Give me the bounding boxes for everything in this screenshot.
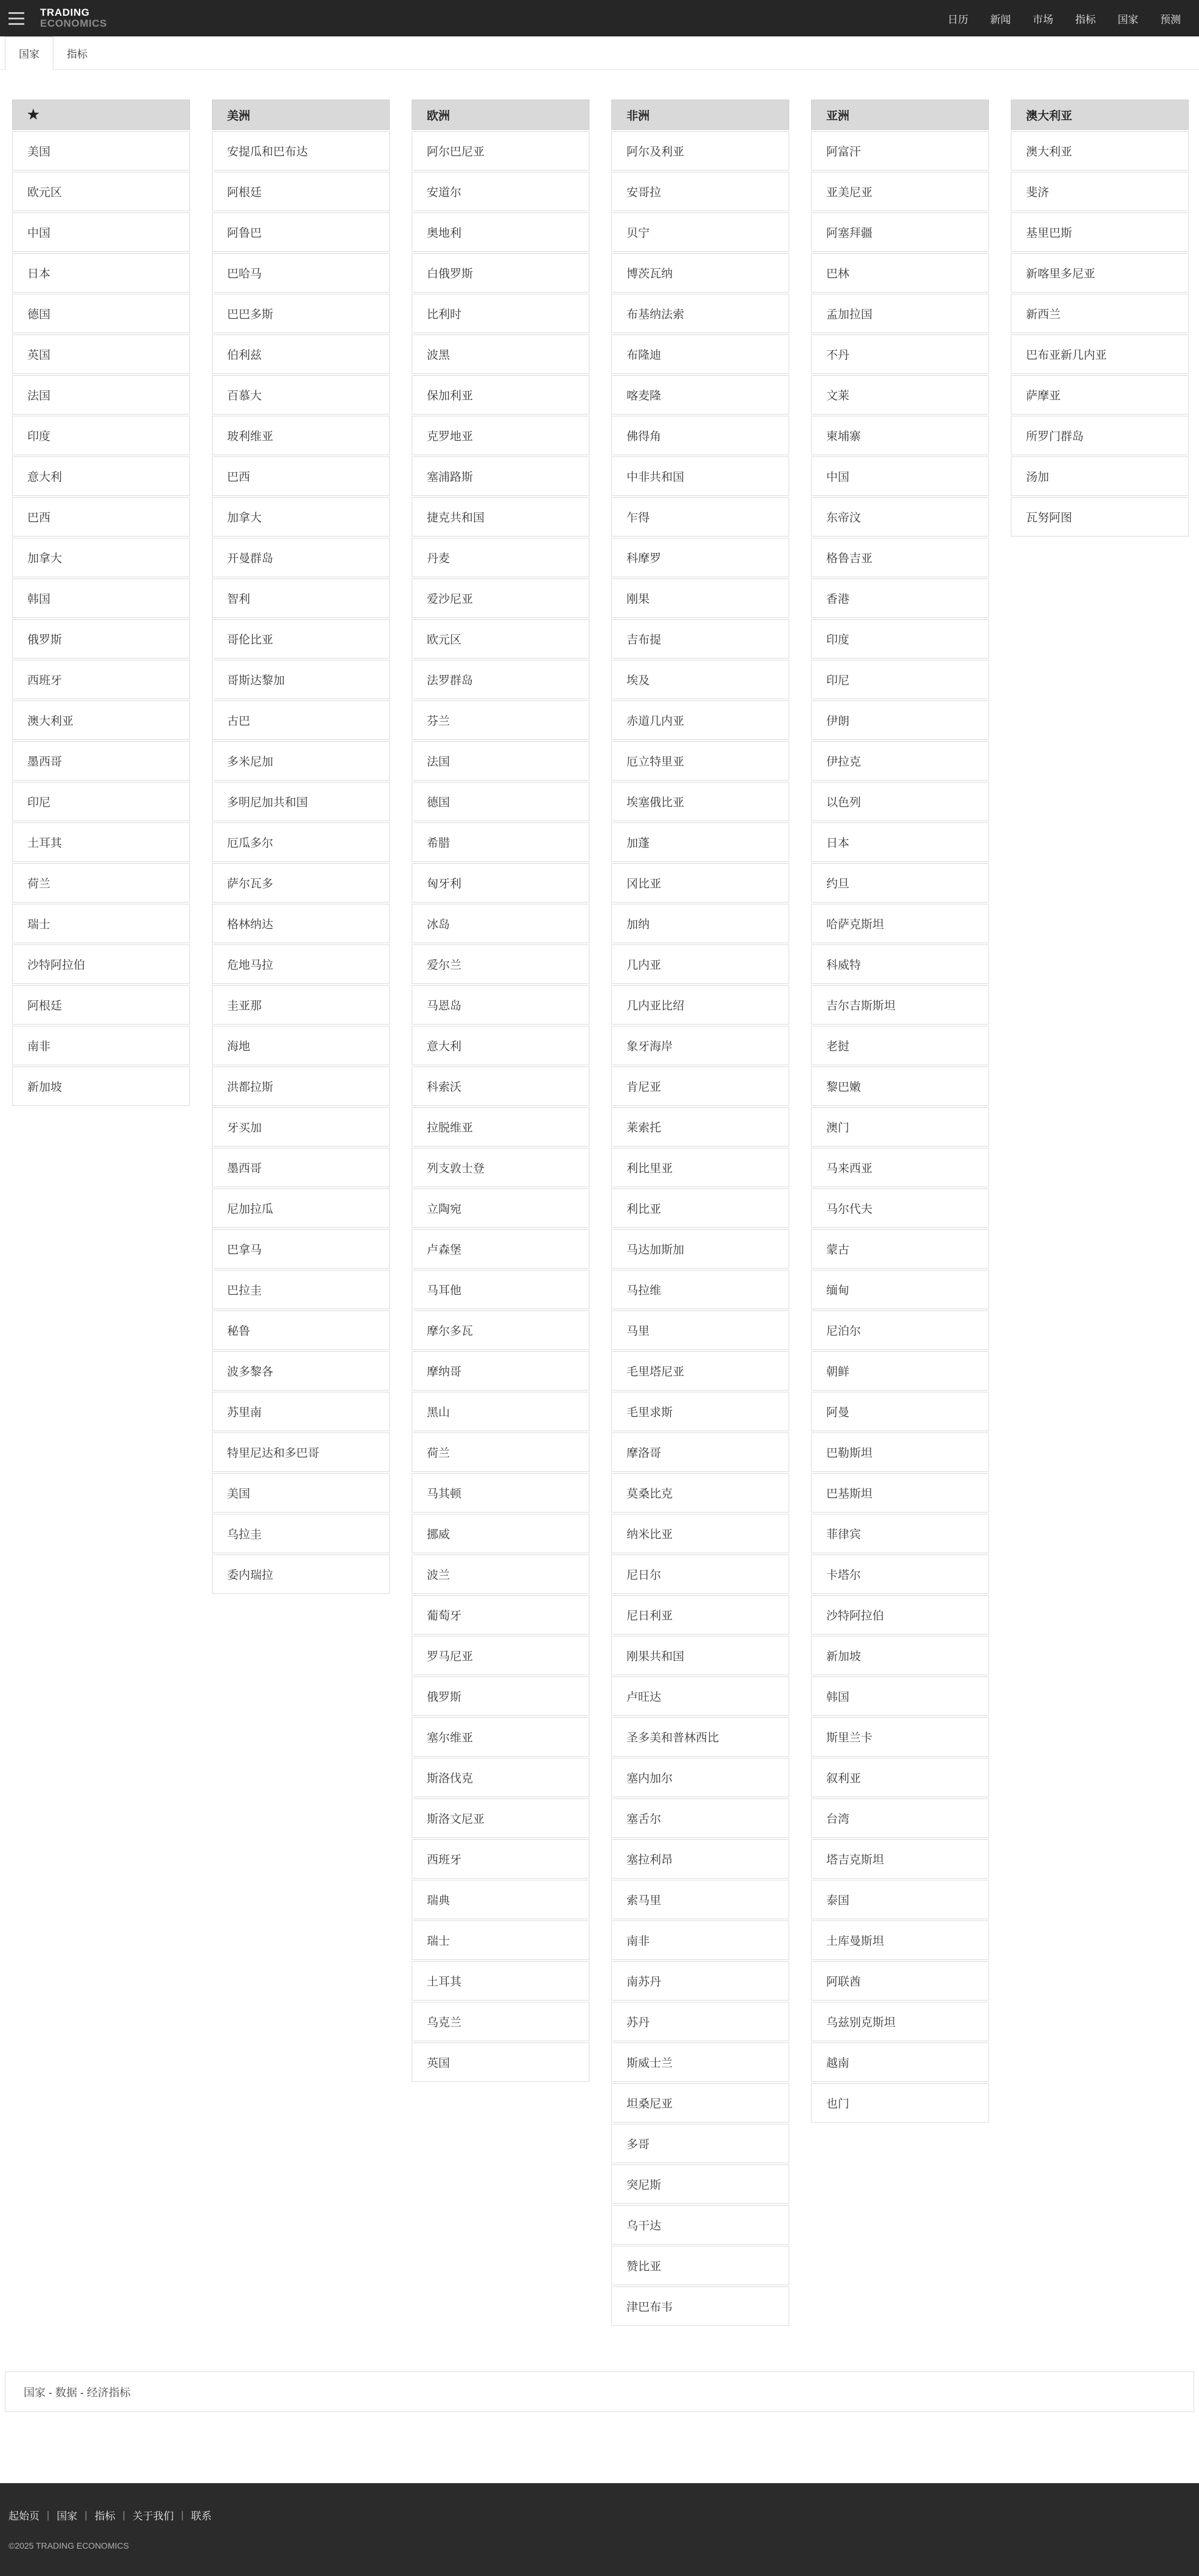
- country-item[interactable]: 东帝汶: [811, 497, 989, 537]
- summary-bar: [5, 2371, 1194, 2412]
- country-item[interactable]: 尼日利亚: [611, 1595, 789, 1635]
- country-item[interactable]: 乍得: [611, 497, 789, 537]
- country-item[interactable]: 埃塞俄比亚: [611, 782, 789, 821]
- footer-separator: |: [181, 2509, 184, 2521]
- country-item[interactable]: 象牙海岸: [611, 1026, 789, 1065]
- country-item[interactable]: 马耳他: [412, 1270, 589, 1309]
- country-item[interactable]: 伊拉克: [811, 741, 989, 781]
- country-item[interactable]: 格林纳达: [212, 904, 390, 943]
- country-item[interactable]: 基里巴斯: [1011, 212, 1189, 252]
- country-item[interactable]: 刚果共和国: [611, 1636, 789, 1675]
- country-item[interactable]: 多哥: [611, 2124, 789, 2163]
- country-item[interactable]: 丹麦: [412, 538, 589, 577]
- country-item[interactable]: 尼加拉瓜: [212, 1188, 390, 1228]
- country-item[interactable]: 土库曼斯坦: [811, 1920, 989, 1960]
- country-item[interactable]: 塞尔维亚: [412, 1717, 589, 1757]
- country-item[interactable]: 叙利亚: [811, 1758, 989, 1797]
- country-columns: [0, 70, 1199, 2327]
- country-item[interactable]: 南苏丹: [611, 1961, 789, 2001]
- country-item[interactable]: 乌干达: [611, 2205, 789, 2245]
- country-item[interactable]: 牙买加: [212, 1107, 390, 1147]
- country-item[interactable]: 土耳其: [412, 1961, 589, 2001]
- country-item[interactable]: 纳米比亚: [611, 1514, 789, 1553]
- country-item[interactable]: 多米尼加: [212, 741, 390, 781]
- country-item[interactable]: 尼泊尔: [811, 1310, 989, 1350]
- country-item[interactable]: 斯洛文尼亚: [412, 1798, 589, 1838]
- country-item[interactable]: 斯里兰卡: [811, 1717, 989, 1757]
- country-item[interactable]: 几内亚比绍: [611, 985, 789, 1025]
- footer-link-home[interactable]: 起始页: [8, 2510, 39, 2522]
- country-item[interactable]: 白俄罗斯: [412, 253, 589, 293]
- country-item[interactable]: 冈比亚: [611, 863, 789, 903]
- country-item[interactable]: 萨摩亚: [1011, 375, 1189, 415]
- country-item[interactable]: 约旦: [811, 863, 989, 903]
- continent-column: [611, 100, 789, 2327]
- country-item[interactable]: 贝宁: [611, 212, 789, 252]
- country-item[interactable]: 沙特阿拉伯: [811, 1595, 989, 1635]
- country-item[interactable]: 南非: [12, 1026, 190, 1065]
- country-item[interactable]: 摩洛哥: [611, 1432, 789, 1472]
- country-item[interactable]: 巴巴多斯: [212, 294, 390, 333]
- summary-text: 国家 - 数据 - 经济指标: [24, 2386, 131, 2399]
- country-item[interactable]: 突尼斯: [611, 2164, 789, 2204]
- country-item[interactable]: 斯威士兰: [611, 2042, 789, 2082]
- country-item[interactable]: 马其顿: [412, 1473, 589, 1513]
- country-item[interactable]: 百慕大: [212, 375, 390, 415]
- country-item[interactable]: 塞拉利昂: [611, 1839, 789, 1879]
- country-item[interactable]: 马达加斯加: [611, 1229, 789, 1269]
- continent-column: [1011, 100, 1189, 538]
- star-icon: ★: [12, 100, 190, 130]
- country-item[interactable]: 希腊: [412, 822, 589, 862]
- country-item[interactable]: 法国: [12, 375, 190, 415]
- country-item[interactable]: 也门: [811, 2083, 989, 2123]
- country-item[interactable]: 德国: [412, 782, 589, 821]
- country-item[interactable]: 阿富汗: [811, 131, 989, 171]
- country-item[interactable]: 日本: [12, 253, 190, 293]
- country-item[interactable]: 新加坡: [811, 1636, 989, 1675]
- nav-item-forecast[interactable]: 预测: [1160, 13, 1181, 25]
- country-item[interactable]: 匈牙利: [412, 863, 589, 903]
- country-item[interactable]: 阿曼: [811, 1392, 989, 1431]
- country-item[interactable]: 斯洛伐克: [412, 1758, 589, 1797]
- country-item[interactable]: 印度: [811, 619, 989, 659]
- country-item[interactable]: 不丹: [811, 334, 989, 374]
- country-item[interactable]: 伯利兹: [212, 334, 390, 374]
- nav-item-news[interactable]: 新闻: [990, 13, 1011, 25]
- footer-link-indicators[interactable]: 指标: [94, 2510, 115, 2522]
- country-item[interactable]: 喀麦隆: [611, 375, 789, 415]
- country-item[interactable]: 开曼群岛: [212, 538, 390, 577]
- country-item[interactable]: 卡塔尔: [811, 1554, 989, 1594]
- country-item[interactable]: 朝鲜: [811, 1351, 989, 1391]
- nav-item-markets[interactable]: 市场: [1033, 13, 1053, 25]
- country-item[interactable]: 澳大利亚: [12, 700, 190, 740]
- country-item[interactable]: 拉脱维亚: [412, 1107, 589, 1147]
- country-item[interactable]: 乌克兰: [412, 2002, 589, 2041]
- country-item[interactable]: 玻利维亚: [212, 416, 390, 455]
- country-item[interactable]: 马里: [611, 1310, 789, 1350]
- country-item[interactable]: 波黑: [412, 334, 589, 374]
- country-item[interactable]: 土耳其: [12, 822, 190, 862]
- country-item[interactable]: 澳大利亚: [1011, 131, 1189, 171]
- country-item[interactable]: 澳门: [811, 1107, 989, 1147]
- country-item[interactable]: 汤加: [1011, 456, 1189, 496]
- country-item[interactable]: 波兰: [412, 1554, 589, 1594]
- country-item[interactable]: 克罗地亚: [412, 416, 589, 455]
- country-item[interactable]: 多明尼加共和国: [212, 782, 390, 821]
- column-header: 澳大利亚: [1011, 100, 1189, 130]
- country-item[interactable]: 几内亚: [611, 944, 789, 984]
- country-item[interactable]: 博茨瓦纳: [611, 253, 789, 293]
- country-item[interactable]: 泰国: [811, 1880, 989, 1919]
- country-item[interactable]: 墨西哥: [12, 741, 190, 781]
- footer-links: [8, 2507, 1199, 2523]
- country-item[interactable]: 乌兹别克斯坦: [811, 2002, 989, 2041]
- country-item[interactable]: 列支敦士登: [412, 1148, 589, 1187]
- country-item[interactable]: 厄瓜多尔: [212, 822, 390, 862]
- logo-line2: ECONOMICS: [40, 18, 107, 29]
- country-item[interactable]: 美国: [12, 131, 190, 171]
- column-header: 欧洲: [412, 100, 589, 130]
- country-item[interactable]: 智利: [212, 578, 390, 618]
- country-item[interactable]: 吉布提: [611, 619, 789, 659]
- country-item[interactable]: 委内瑞拉: [212, 1554, 390, 1594]
- country-item[interactable]: 越南: [811, 2042, 989, 2082]
- country-item[interactable]: 欧元区: [412, 619, 589, 659]
- country-item[interactable]: 巴拿马: [212, 1229, 390, 1269]
- country-item[interactable]: 塔吉克斯坦: [811, 1839, 989, 1879]
- footer-link-contact[interactable]: 联系: [191, 2510, 212, 2522]
- country-item[interactable]: 台湾: [811, 1798, 989, 1838]
- country-item[interactable]: 加纳: [611, 904, 789, 943]
- nav-item-indicators[interactable]: 指标: [1075, 13, 1096, 25]
- country-item[interactable]: 缅甸: [811, 1270, 989, 1309]
- country-item[interactable]: 文莱: [811, 375, 989, 415]
- country-item[interactable]: 马恩岛: [412, 985, 589, 1025]
- country-item[interactable]: 科索沃: [412, 1066, 589, 1106]
- country-item[interactable]: 挪威: [412, 1514, 589, 1553]
- country-item[interactable]: 菲律宾: [811, 1514, 989, 1553]
- hamburger-menu-icon[interactable]: [8, 12, 24, 25]
- country-item[interactable]: 日本: [811, 822, 989, 862]
- country-item[interactable]: 捷克共和国: [412, 497, 589, 537]
- footer-link-countries[interactable]: 国家: [56, 2510, 78, 2522]
- country-item[interactable]: 塞舌尔: [611, 1798, 789, 1838]
- country-item[interactable]: 阿尔及利亚: [611, 131, 789, 171]
- nav-item-calendar[interactable]: 日历: [948, 13, 968, 25]
- country-item[interactable]: 阿根廷: [12, 985, 190, 1025]
- country-item[interactable]: 布隆迪: [611, 334, 789, 374]
- country-item[interactable]: 马尔代夫: [811, 1188, 989, 1228]
- country-item[interactable]: 奥地利: [412, 212, 589, 252]
- country-item[interactable]: 印尼: [12, 782, 190, 821]
- country-item[interactable]: 肯尼亚: [611, 1066, 789, 1106]
- country-item[interactable]: 芬兰: [412, 700, 589, 740]
- tab-bar: [0, 36, 1199, 70]
- country-item[interactable]: 秘鲁: [212, 1310, 390, 1350]
- country-item[interactable]: 巴哈马: [212, 253, 390, 293]
- country-item[interactable]: 塞内加尔: [611, 1758, 789, 1797]
- country-item[interactable]: 佛得角: [611, 416, 789, 455]
- country-item[interactable]: 荷兰: [412, 1432, 589, 1472]
- country-item[interactable]: 尼日尔: [611, 1554, 789, 1594]
- country-item[interactable]: 格鲁吉亚: [811, 538, 989, 577]
- country-item[interactable]: 亚美尼亚: [811, 172, 989, 211]
- country-item[interactable]: 巴基斯坦: [811, 1473, 989, 1513]
- country-item[interactable]: 柬埔寨: [811, 416, 989, 455]
- country-item[interactable]: 孟加拉国: [811, 294, 989, 333]
- country-item[interactable]: 英国: [12, 334, 190, 374]
- country-item[interactable]: 巴勒斯坦: [811, 1432, 989, 1472]
- country-item[interactable]: 赤道几内亚: [611, 700, 789, 740]
- country-item[interactable]: 黎巴嫩: [811, 1066, 989, 1106]
- country-item[interactable]: 欧元区: [12, 172, 190, 211]
- country-item[interactable]: 莫桑比克: [611, 1473, 789, 1513]
- country-item[interactable]: 爱尔兰: [412, 944, 589, 984]
- country-item[interactable]: 西班牙: [412, 1839, 589, 1879]
- column-header: 非洲: [611, 100, 789, 130]
- country-item[interactable]: 巴西: [12, 497, 190, 537]
- country-item[interactable]: 古巴: [212, 700, 390, 740]
- country-item[interactable]: 意大利: [412, 1026, 589, 1065]
- country-item[interactable]: 哥斯达黎加: [212, 660, 390, 699]
- country-item[interactable]: 索马里: [611, 1880, 789, 1919]
- country-item[interactable]: 中国: [811, 456, 989, 496]
- continent-column: [12, 100, 190, 1107]
- country-item[interactable]: 法罗群岛: [412, 660, 589, 699]
- country-item[interactable]: 卢森堡: [412, 1229, 589, 1269]
- country-item[interactable]: 加蓬: [611, 822, 789, 862]
- country-item[interactable]: 香港: [811, 578, 989, 618]
- country-item[interactable]: 西班牙: [12, 660, 190, 699]
- country-item[interactable]: 加拿大: [12, 538, 190, 577]
- country-item[interactable]: 英国: [412, 2042, 589, 2082]
- country-item[interactable]: 斐济: [1011, 172, 1189, 211]
- country-item[interactable]: 加拿大: [212, 497, 390, 537]
- country-item[interactable]: 冰岛: [412, 904, 589, 943]
- country-item[interactable]: 意大利: [12, 456, 190, 496]
- country-item[interactable]: 比利时: [412, 294, 589, 333]
- country-item[interactable]: 瑞士: [12, 904, 190, 943]
- country-item[interactable]: 乌拉圭: [212, 1514, 390, 1553]
- country-item[interactable]: 刚果: [611, 578, 789, 618]
- country-item[interactable]: 立陶宛: [412, 1188, 589, 1228]
- tab-countries[interactable]: 国家: [5, 36, 53, 70]
- country-item[interactable]: 墨西哥: [212, 1148, 390, 1187]
- country-item[interactable]: 爱沙尼亚: [412, 578, 589, 618]
- country-item[interactable]: 俄罗斯: [412, 1676, 589, 1716]
- country-item[interactable]: 埃及: [611, 660, 789, 699]
- main-navigation: [948, 11, 1181, 26]
- country-item[interactable]: 特里尼达和多巴哥: [212, 1432, 390, 1472]
- country-item[interactable]: 马拉维: [611, 1270, 789, 1309]
- country-item[interactable]: 阿尔巴尼亚: [412, 131, 589, 171]
- country-item[interactable]: 韩国: [12, 578, 190, 618]
- country-item[interactable]: 沙特阿拉伯: [12, 944, 190, 984]
- country-item[interactable]: 阿根廷: [212, 172, 390, 211]
- country-item[interactable]: 巴布亚新几内亚: [1011, 334, 1189, 374]
- column-header: 亚洲: [811, 100, 989, 130]
- site-logo[interactable]: [40, 7, 107, 30]
- country-item[interactable]: 毛里求斯: [611, 1392, 789, 1431]
- country-item[interactable]: 利比里亚: [611, 1148, 789, 1187]
- country-item[interactable]: 罗马尼亚: [412, 1636, 589, 1675]
- country-item[interactable]: 安提瓜和巴布达: [212, 131, 390, 171]
- page-footer: [0, 2483, 1199, 2576]
- country-item[interactable]: 厄立特里亚: [611, 741, 789, 781]
- country-item[interactable]: 葡萄牙: [412, 1595, 589, 1635]
- country-item[interactable]: 阿联酋: [811, 1961, 989, 2001]
- country-item[interactable]: 南非: [611, 1920, 789, 1960]
- footer-link-about[interactable]: 关于我们: [132, 2510, 174, 2522]
- country-item[interactable]: 危地马拉: [212, 944, 390, 984]
- country-item[interactable]: 中国: [12, 212, 190, 252]
- continent-column: [212, 100, 390, 1595]
- country-item[interactable]: 波多黎各: [212, 1351, 390, 1391]
- country-item[interactable]: 印度: [12, 416, 190, 455]
- country-item[interactable]: 中非共和国: [611, 456, 789, 496]
- logo-line1: TRADING: [40, 6, 90, 18]
- country-item[interactable]: 科威特: [811, 944, 989, 984]
- country-item[interactable]: 阿塞拜疆: [811, 212, 989, 252]
- country-item[interactable]: 摩尔多瓦: [412, 1310, 589, 1350]
- country-item[interactable]: 圭亚那: [212, 985, 390, 1025]
- country-item[interactable]: 伊朗: [811, 700, 989, 740]
- country-item[interactable]: 瓦努阿图: [1011, 497, 1189, 537]
- country-item[interactable]: 巴拉圭: [212, 1270, 390, 1309]
- country-item[interactable]: 俄罗斯: [12, 619, 190, 659]
- country-item[interactable]: 摩纳哥: [412, 1351, 589, 1391]
- country-item[interactable]: 科摩罗: [611, 538, 789, 577]
- country-item[interactable]: 蒙古: [811, 1229, 989, 1269]
- column-header: 美洲: [212, 100, 390, 130]
- country-item[interactable]: 吉尔吉斯斯坦: [811, 985, 989, 1025]
- country-item[interactable]: 利比亚: [611, 1188, 789, 1228]
- country-item[interactable]: 塞浦路斯: [412, 456, 589, 496]
- top-navbar: [0, 0, 1199, 36]
- footer-separator: |: [47, 2509, 50, 2521]
- country-item[interactable]: 印尼: [811, 660, 989, 699]
- country-item[interactable]: 莱索托: [611, 1107, 789, 1147]
- country-item[interactable]: 巴林: [811, 253, 989, 293]
- country-item[interactable]: 津巴布韦: [611, 2286, 789, 2326]
- country-item[interactable]: 老挝: [811, 1026, 989, 1065]
- continent-column: [811, 100, 989, 2124]
- country-item[interactable]: 瑞典: [412, 1880, 589, 1919]
- country-item[interactable]: 毛里塔尼亚: [611, 1351, 789, 1391]
- country-item[interactable]: 马来西亚: [811, 1148, 989, 1187]
- country-item[interactable]: 新西兰: [1011, 294, 1189, 333]
- country-item[interactable]: 美国: [212, 1473, 390, 1513]
- country-item[interactable]: 新喀里多尼亚: [1011, 253, 1189, 293]
- country-item[interactable]: 洪都拉斯: [212, 1066, 390, 1106]
- country-item[interactable]: 布基纳法索: [611, 294, 789, 333]
- footer-separator: |: [84, 2509, 87, 2521]
- country-item[interactable]: 赞比亚: [611, 2246, 789, 2285]
- continent-column: [412, 100, 589, 2083]
- country-item[interactable]: 哥伦比亚: [212, 619, 390, 659]
- country-item[interactable]: 荷兰: [12, 863, 190, 903]
- country-item[interactable]: 卢旺达: [611, 1676, 789, 1716]
- country-item[interactable]: 新加坡: [12, 1066, 190, 1106]
- country-item[interactable]: 阿鲁巴: [212, 212, 390, 252]
- country-item[interactable]: 巴西: [212, 456, 390, 496]
- tab-indicators[interactable]: 指标: [67, 48, 87, 60]
- footer-separator: |: [122, 2509, 126, 2521]
- country-item[interactable]: 苏丹: [611, 2002, 789, 2041]
- copyright-text: ©2025 TRADING ECONOMICS: [8, 2541, 129, 2551]
- country-item[interactable]: 萨尔瓦多: [212, 863, 390, 903]
- country-item[interactable]: 所罗门群岛: [1011, 416, 1189, 455]
- country-item[interactable]: 圣多美和普林西比: [611, 1717, 789, 1757]
- country-item[interactable]: 安哥拉: [611, 172, 789, 211]
- country-item[interactable]: 德国: [12, 294, 190, 333]
- country-item[interactable]: 保加利亚: [412, 375, 589, 415]
- nav-item-countries[interactable]: 国家: [1118, 13, 1138, 25]
- country-item[interactable]: 坦桑尼亚: [611, 2083, 789, 2123]
- country-item[interactable]: 韩国: [811, 1676, 989, 1716]
- country-item[interactable]: 黑山: [412, 1392, 589, 1431]
- country-item[interactable]: 苏里南: [212, 1392, 390, 1431]
- country-item[interactable]: 海地: [212, 1026, 390, 1065]
- country-item[interactable]: 以色列: [811, 782, 989, 821]
- country-item[interactable]: 哈萨克斯坦: [811, 904, 989, 943]
- country-item[interactable]: 瑞士: [412, 1920, 589, 1960]
- country-item[interactable]: 法国: [412, 741, 589, 781]
- country-item[interactable]: 安道尔: [412, 172, 589, 211]
